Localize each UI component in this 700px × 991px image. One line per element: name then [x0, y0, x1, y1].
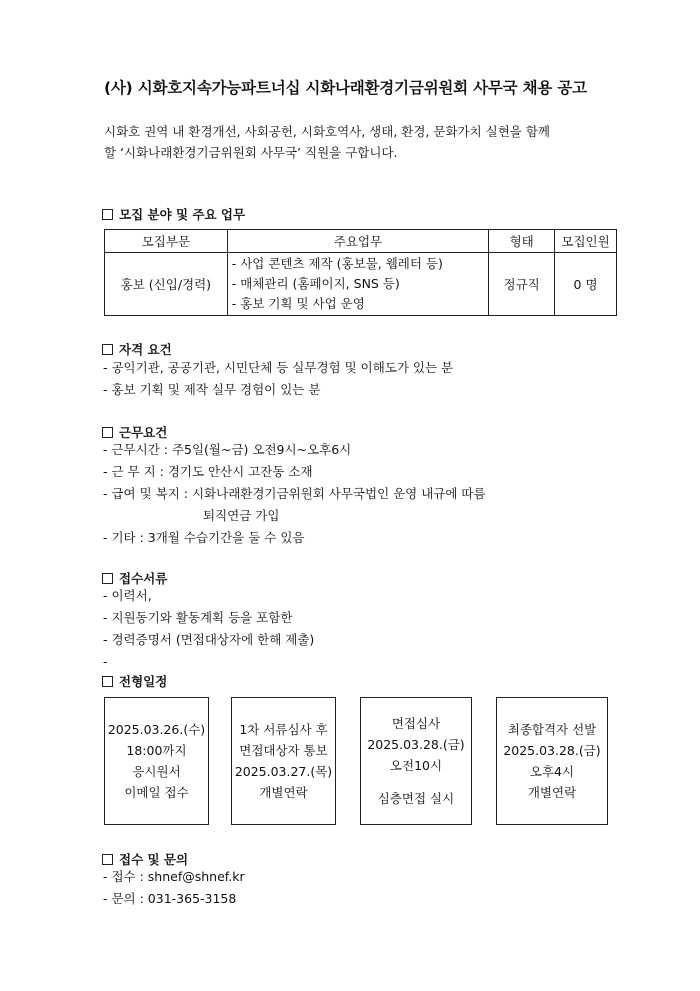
list-item: - 홍보 기획 및 제작 실무 경험이 있는 분 — [103, 382, 321, 397]
section-heading-text: 자격 요건 — [119, 342, 172, 357]
schedule-line: 1차 서류심사 후 — [239, 722, 328, 737]
list-item: - 이력서, — [103, 588, 152, 603]
table-row — [105, 253, 617, 316]
intro-line: 할 ‘시화나래환경기금위원회 사무국’ 직원을 구합니다. — [104, 145, 398, 160]
schedule-line: 오전10시 — [389, 758, 443, 773]
section-heading-text: 접수 및 문의 — [119, 852, 189, 867]
column-header: 형태 — [489, 230, 555, 253]
schedule-line: 18:00까지 — [126, 743, 187, 758]
schedule-box-final — [496, 697, 608, 825]
count-cell: 0 명 — [555, 253, 617, 316]
schedule-line: 개별연락 — [259, 785, 308, 800]
duty-item: - 홍보 기획 및 사업 운영 — [231, 296, 365, 311]
list-item: - — [103, 654, 108, 669]
recruitment-table — [104, 229, 617, 316]
contact-phone: - 문의 : 031-365-3158 — [103, 891, 237, 906]
list-item: - 근무시간 : 주5일(월~금) 오전9시~오후6시 — [103, 442, 352, 457]
contact-list — [103, 866, 245, 910]
schedule-line: 오후4시 — [529, 764, 575, 779]
duty-item: - 매체관리 (홈페이지, SNS 등) — [231, 276, 400, 291]
schedule-line: 2025.03.26.(수) — [107, 722, 206, 737]
list-item: - 기타 : 3개월 수습기간을 둘 수 있음 — [103, 530, 305, 545]
checkbox-square-icon — [102, 209, 113, 220]
intro-paragraph — [104, 121, 624, 163]
list-item: - 경력증명서 (면접대상자에 한해 제출) — [103, 632, 315, 647]
schedule-box-interview — [360, 697, 472, 825]
section-heading-qualifications — [102, 340, 172, 358]
schedule-box-screening — [231, 697, 336, 825]
field-cell: 홍보 (신입/경력) — [105, 253, 228, 316]
contact-email: - 접수 : shnef@shnef.kr — [103, 869, 245, 884]
qualifications-list — [103, 357, 453, 401]
schedule-line: 개별연락 — [527, 785, 577, 800]
schedule-line: 이메일 접수 — [124, 785, 189, 800]
section-heading-schedule — [102, 672, 167, 690]
section-heading-recruitment — [102, 205, 245, 223]
checkbox-square-icon — [102, 854, 113, 865]
list-item: - 근 무 지 : 경기도 안산시 고잔동 소재 — [103, 464, 313, 479]
page-title: (사) 시화호지속가능파트너십 시화나래환경기금위원회 사무국 채용 공고 — [104, 79, 587, 97]
checkbox-square-icon — [102, 427, 113, 438]
list-item-continuation: 퇴직연금 가입 — [203, 508, 280, 523]
schedule-line: 심층면접 실시 — [377, 791, 455, 806]
checkbox-square-icon — [102, 676, 113, 687]
schedule-line: 2025.03.28.(금) — [503, 743, 601, 758]
column-header: 주요업무 — [227, 230, 488, 253]
checkbox-square-icon — [102, 344, 113, 355]
duties-cell — [227, 253, 488, 316]
checkbox-square-icon — [102, 573, 113, 584]
schedule-line: 응시원서 — [132, 764, 181, 779]
conditions-list — [103, 439, 486, 549]
section-heading-text: 접수서류 — [119, 571, 168, 586]
type-cell: 정규직 — [489, 253, 555, 316]
schedule-line: 최종합격자 선발 — [507, 722, 597, 737]
list-item: - 급여 및 복지 : 시화나래환경기금위원회 사무국법인 운영 내규에 따름 — [103, 486, 486, 501]
column-header: 모집부문 — [105, 230, 228, 253]
section-heading-text: 모집 분야 및 주요 업무 — [119, 207, 246, 222]
schedule-line: 2025.03.27.(목) — [234, 764, 333, 779]
list-item: - 지원동기와 활동계획 등을 포함한 — [103, 610, 293, 625]
schedule-line: 면접심사 — [391, 716, 441, 731]
section-heading-text: 근무요건 — [119, 425, 168, 440]
schedule-line: 면접대상자 통보 — [239, 743, 328, 758]
schedule-box-application — [104, 697, 209, 825]
section-heading-text: 전형일정 — [119, 674, 168, 689]
duty-item: - 사업 콘텐츠 제작 (홍보물, 웹레터 등) — [231, 256, 443, 271]
table-header-row — [105, 230, 617, 253]
documents-list — [103, 585, 314, 673]
list-item: - 공익기관, 공공기관, 시민단체 등 실무경험 및 이해도가 있는 분 — [103, 360, 454, 375]
intro-line: 시화호 권역 내 환경개선, 사회공헌, 시화호역사, 생태, 환경, 문화가치 실현을 함께 — [104, 124, 551, 139]
schedule-line: 2025.03.28.(금) — [367, 737, 465, 752]
column-header: 모집인원 — [555, 230, 617, 253]
